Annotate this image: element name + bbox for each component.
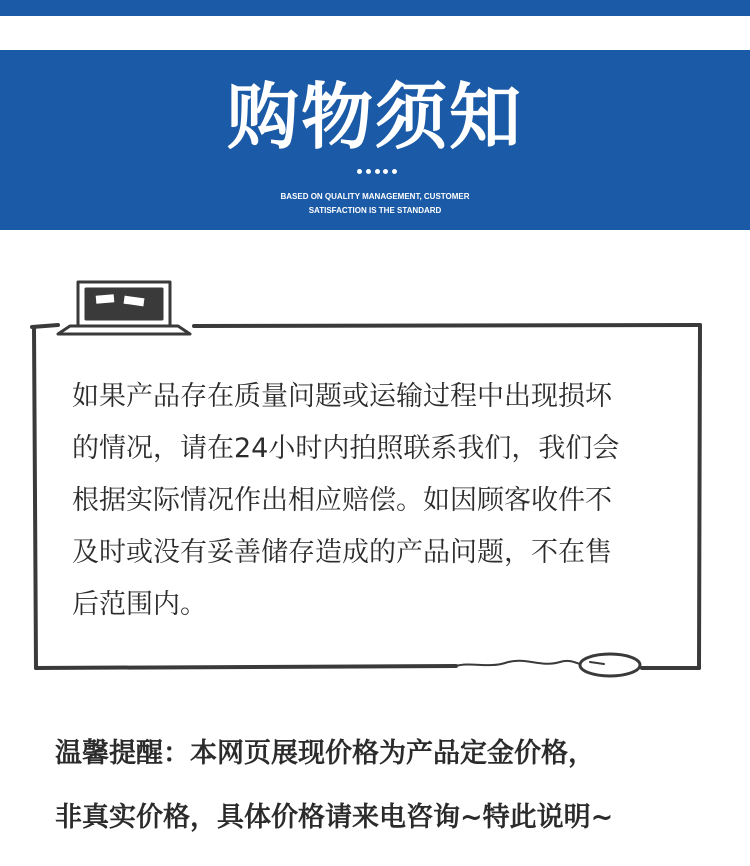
notice-line: 的情况，请在24小时内拍照联系我们，我们会 [72, 433, 620, 464]
top-stripe [0, 0, 750, 16]
notice-line: 如果产品存在质量问题或运输过程中出现损坏 [72, 381, 612, 412]
notice-line: 后范围内。 [72, 589, 207, 620]
notice-text [72, 371, 702, 631]
header-subtitle-line2: SATISFACTION IS THE STANDARD [308, 206, 442, 215]
mouse-icon [580, 654, 640, 676]
page-title: 购物须知 [226, 75, 523, 159]
notice-line: 及时或没有妥善储存造成的产品问题，不在售 [72, 537, 612, 568]
laptop-icon [58, 282, 190, 334]
warm-reminder [55, 722, 735, 850]
header-subtitle-line1: BASED ON QUALITY MANAGEMENT, CUSTOMER [280, 192, 470, 201]
notice-line: 根据实际情况作出相应赔偿。如因顾客收件不 [72, 485, 612, 516]
header-banner [0, 50, 750, 230]
header-subtitle [0, 190, 750, 218]
warm-reminder-line1: 温馨提醒：本网页展现价格为产品定金价格， [55, 738, 595, 769]
warm-reminder-line2: 非真实价格，具体价格请来电咨询~特此说明~ [55, 802, 614, 833]
decorative-dots [357, 169, 397, 175]
